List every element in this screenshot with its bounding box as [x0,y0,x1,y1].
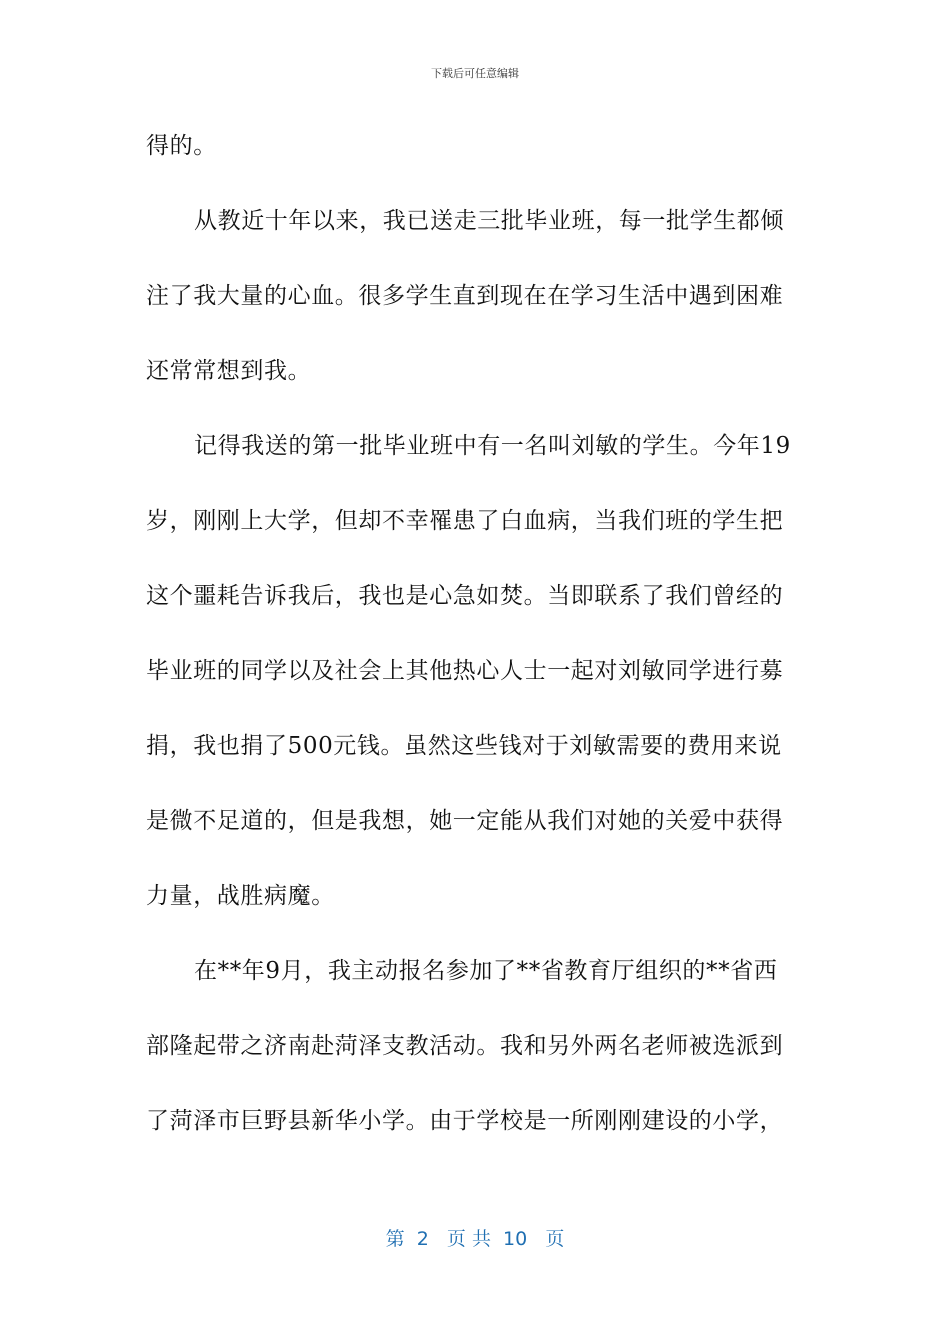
text-line: 从教近十年以来，我已送走三批毕业班，每一批学生都倾 [194,208,784,234]
text-line: 毕业班的同学以及社会上其他热心人士一起对刘敏同学进行募 [146,658,784,684]
header-note: 下载后可任意编辑 [431,67,519,80]
text-line: 注了我大量的心血。很多学生直到现在在学习生活中遇到困难 [146,283,784,309]
text-line: 力量，战胜病魔。 [146,883,335,909]
text-line: 捐，我也捐了500元钱。虽然这些钱对于刘敏需要的费用来说 [146,733,782,759]
text-line: 岁，刚刚上大学，但却不幸罹患了白血病，当我们班的学生把 [146,508,784,534]
text-line: 部隆起带之济南赴菏泽支教活动。我和另外两名老师被选派到 [146,1033,784,1059]
document-body [146,124,806,1174]
text-line: 是微不足道的，但是我想，她一定能从我们对她的关爱中获得 [146,808,784,834]
page-number-footer: 第 2 页 共 10 页 [385,1228,565,1250]
text-line: 记得我送的第一批毕业班中有一名叫刘敏的学生。今年19 [194,433,791,459]
text-line: 这个噩耗告诉我后，我也是心急如焚。当即联系了我们曾经的 [146,583,784,609]
text-line: 了菏泽市巨野县新华小学。由于学校是一所刚刚建设的小学， [146,1108,784,1134]
text-line: 在**年9月，我主动报名参加了**省教育厅组织的**省西 [194,958,778,984]
text-line: 得的。 [146,133,217,159]
text-line: 还常常想到我。 [146,358,312,384]
